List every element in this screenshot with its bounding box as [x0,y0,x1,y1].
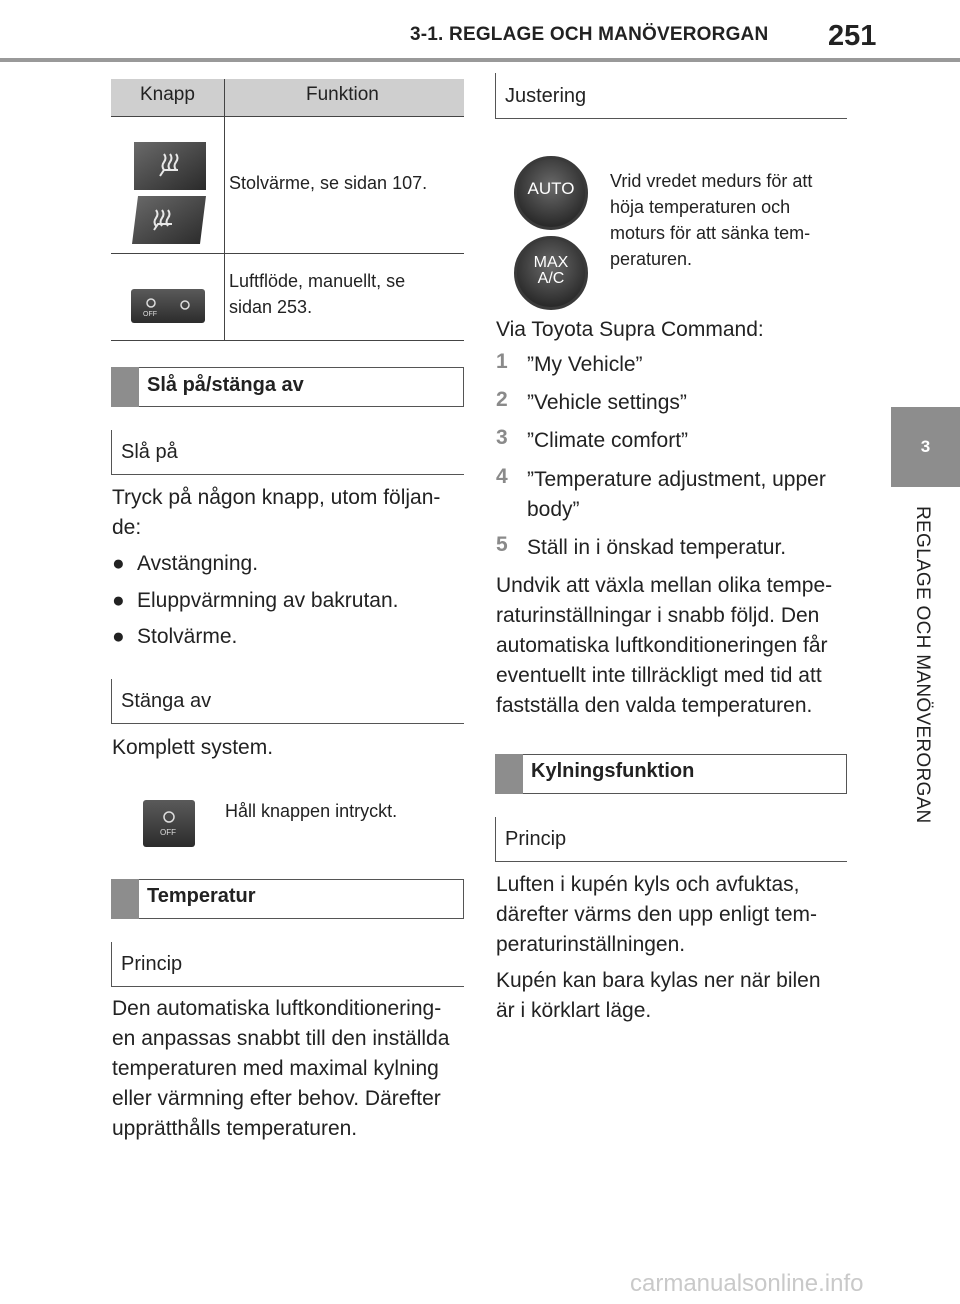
step-text: ”My Vehicle” [527,353,643,376]
auto-knob-label: AUTO [527,179,575,198]
bullet-item: ● [112,589,125,612]
subheader-rule [495,817,496,862]
seat-heat-button-images [130,140,210,244]
step-number: 5 [496,533,508,556]
section-header-bar [111,879,139,919]
step-number: 4 [496,465,508,488]
step-text: ”Temperature adjustment, upper body” [527,468,826,521]
bullet-text: Avstängning. [137,552,259,575]
table-header-funktion: Funktion [306,84,379,105]
cooling-text: Kupén kan bara kylas ner när bilen är i körklart läge. [496,969,821,1022]
page-number: 251 [828,20,877,52]
section-title-cooling: Kylningsfunktion [531,760,695,782]
warning-text: Undvik att växla mellan olika tempe-raturinställningar i snabb följd. Den automatiska luftkonditioneringen får eventuellt inte tillräckligt med tid att fastställa den valda temperaturen. [496,574,833,717]
table-cell-seat-heat: Stolvärme, se sidan 107. [229,173,428,193]
section-header-bar [495,754,523,794]
table-rule [111,253,464,254]
step-number: 3 [496,426,508,449]
chapter-title: 3-1. REGLAGE OCH MANÖVERORGAN [410,24,769,45]
svg-text:OFF: OFF [143,311,157,318]
table-rule [111,340,464,341]
via-command-text: Via Toyota Supra Command: [496,318,764,341]
subheader-on: Slå på [121,441,178,463]
step-text: ”Climate comfort” [527,429,689,452]
svg-text:OFF: OFF [160,828,176,837]
subheader-off: Stänga av [121,690,212,712]
subheader-rule [111,723,464,724]
max-ac-knob-label [517,255,585,287]
step-number: 2 [496,388,508,411]
section-title-temperature: Temperatur [147,885,256,907]
off-button-image [143,800,195,847]
subheader-rule [495,118,847,119]
ac-label: A/C [537,270,565,287]
header-rule [0,58,960,62]
subheader-rule [495,73,496,119]
off-text: Komplett system. [112,736,274,759]
watermark: carmanualsonline.info [630,1270,864,1297]
subheader-principle: Princip [505,828,567,850]
bullet-text: Eluppvärmning av bakrutan. [137,589,399,612]
subheader-rule [111,679,112,724]
table-cell-airflow: Luftflöde, manuellt, se sidan 253. [229,271,406,317]
hold-text: Håll knappen intryckt. [225,801,398,821]
subheader-adjustment: Justering [505,85,587,107]
airflow-button-image [131,289,205,323]
subheader-rule [495,861,847,862]
auto-knob-image [514,156,588,230]
max-label: MAX [533,254,569,271]
chapter-tab-text: REGLAGE OCH MANÖVERORGAN [912,506,933,824]
bullet-text: Stolvärme. [137,625,238,648]
subheader-principle: Princip [121,953,183,975]
section-header-bar [111,367,139,407]
knob-text: Vrid vredet medurs för att höja temperaturen och moturs för att sänka tem-peraturen. [610,171,813,269]
subheader-rule [111,474,464,475]
chapter-tab-number: 3 [920,437,931,456]
max-ac-knob-image [514,236,588,310]
subheader-rule [111,430,112,475]
step-text: Ställ in i önskad temperatur. [527,536,787,559]
table-column-divider [224,79,225,341]
section-title-on-off: Slå på/stänga av [147,374,304,396]
bullet-item: ● [112,552,125,575]
table-rule [111,116,464,117]
step-number: 1 [496,350,508,373]
bullet-item: ● [112,625,125,648]
table-header-knapp: Knapp [140,84,195,105]
step-text: ”Vehicle settings” [527,391,687,414]
temperature-text: Den automatiska luftkonditionering-en anpassas snabbt till den inställda temperaturen med maximal kylning eller värmning efter behov. Därefter upprätthålls temperaturen. [112,997,450,1140]
on-text: Tryck på någon knapp, utom följan-de: [112,486,441,539]
subheader-rule [111,942,112,987]
cooling-text: Luften i kupén kyls och avfuktas, därefter värms den upp enligt tem-peraturinställningen. [496,873,817,956]
subheader-rule [111,986,464,987]
